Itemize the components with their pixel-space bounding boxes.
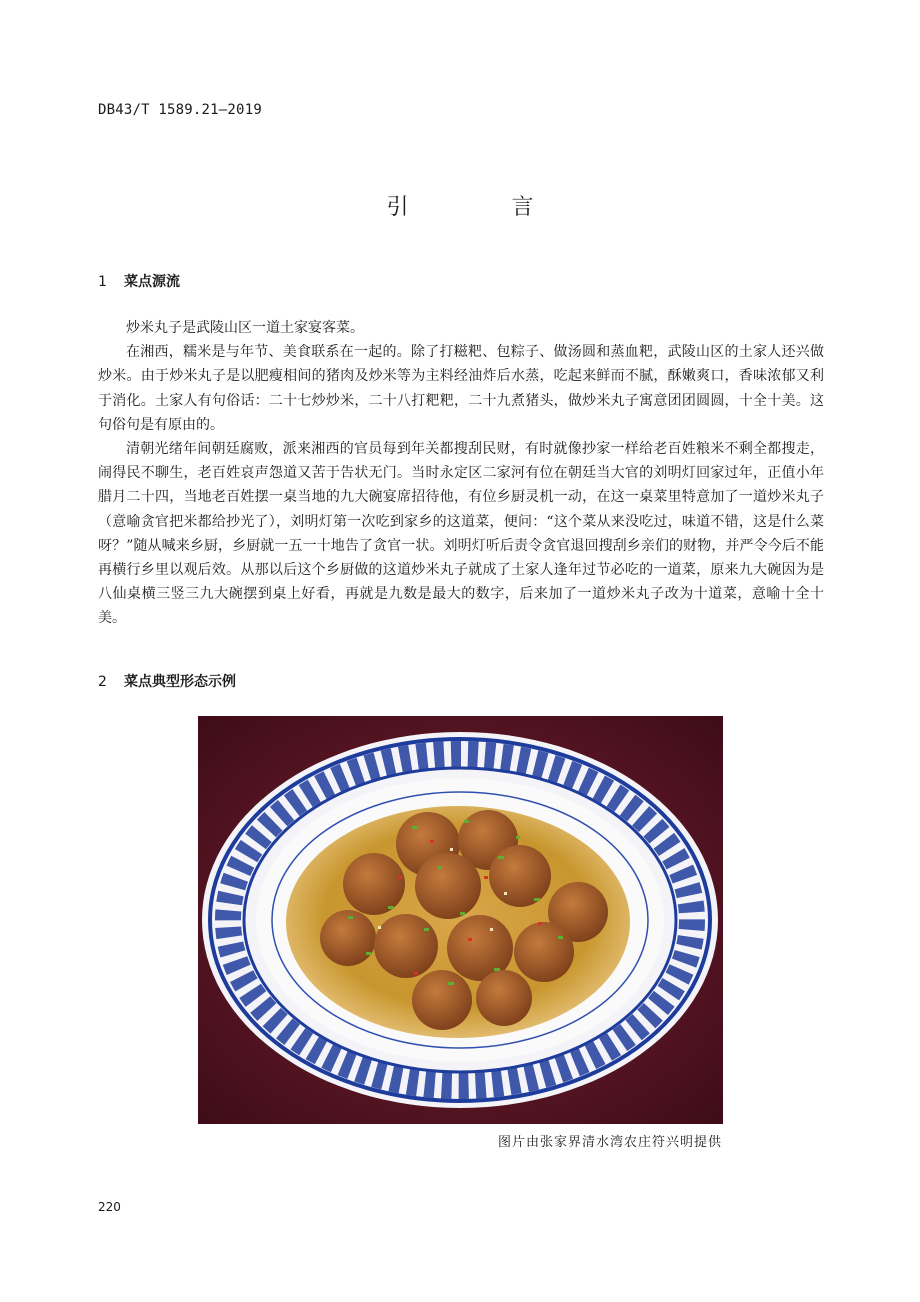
section-1-title: 菜点源流 [124, 274, 180, 290]
figure-caption: 图片由张家界清水湾农庄符兴明提供 [497, 1135, 722, 1150]
paragraph: 在湘西，糯米是与年节、美食联系在一起的。除了打糍粑、包粽子、做汤圆和蒸血粑，武陵山区的土家人还兴做炒米。由于炒米丸子是以肥瘦相间的猪肉及炒米等为主料经油炸后水蒸，吃起来鲜而不腻，酥嫩爽口，香味浓郁又利于消化。土家人有句俗话：二十七炒炒米，二十八打粑粑，二十九煮猪头，做炒米丸子寓意团团圆圆，十全十美。这句俗句是有原由的。 [98, 344, 824, 433]
paragraph: 炒米丸子是武陵山区一道土家宴客菜。 [126, 320, 364, 336]
page-number: 220 [98, 1200, 121, 1214]
section-2-title: 菜点典型形态示例 [124, 674, 236, 690]
standard-code: DB43/T 1589.21—2019 [98, 102, 262, 118]
dish-photo [198, 716, 723, 1124]
section-1-heading [98, 271, 180, 291]
section-1-body [98, 316, 824, 631]
section-2-heading [98, 671, 236, 691]
section-1-number: 1 [98, 274, 107, 290]
paragraph: 清朝光绪年间朝廷腐败，派来湘西的官员每到年关都搜刮民财，有时就像抄家一样给老百姓粮米不剩全都搜走，闹得民不聊生，老百姓哀声怨道又苦于告状无门。当时永定区二家河有位在朝廷当大官的刘明灯回家过年，正值小年腊月二十四，当地老百姓摆一桌当地的九大碗宴席招待他，有位乡厨灵机一动，在这一桌菜里特意加了一道炒米丸子（意喻贪官把米都给抄光了），刘明灯第一次吃到家乡的这道菜，便问：“这个菜从来没吃过，味道不错，这是什么菜呀？”随从喊来乡厨，乡厨就一五一十地告了贪官一状。刘明灯听后责令贪官退回搜刮乡亲们的财物，并严令今后不能再横行乡里以观后效。从那以后这个乡厨做的这道炒米丸子就成了土家人逢年过节必吃的一道菜，原来九大碗因为是八仙桌横三竖三九大碗摆到桌上好看，再就是九数是最大的数字，后来加了一道炒米丸子改为十道菜，意喻十全十美。 [98, 441, 824, 627]
section-2-number: 2 [98, 674, 107, 690]
page-title: 引 言 [386, 195, 582, 220]
